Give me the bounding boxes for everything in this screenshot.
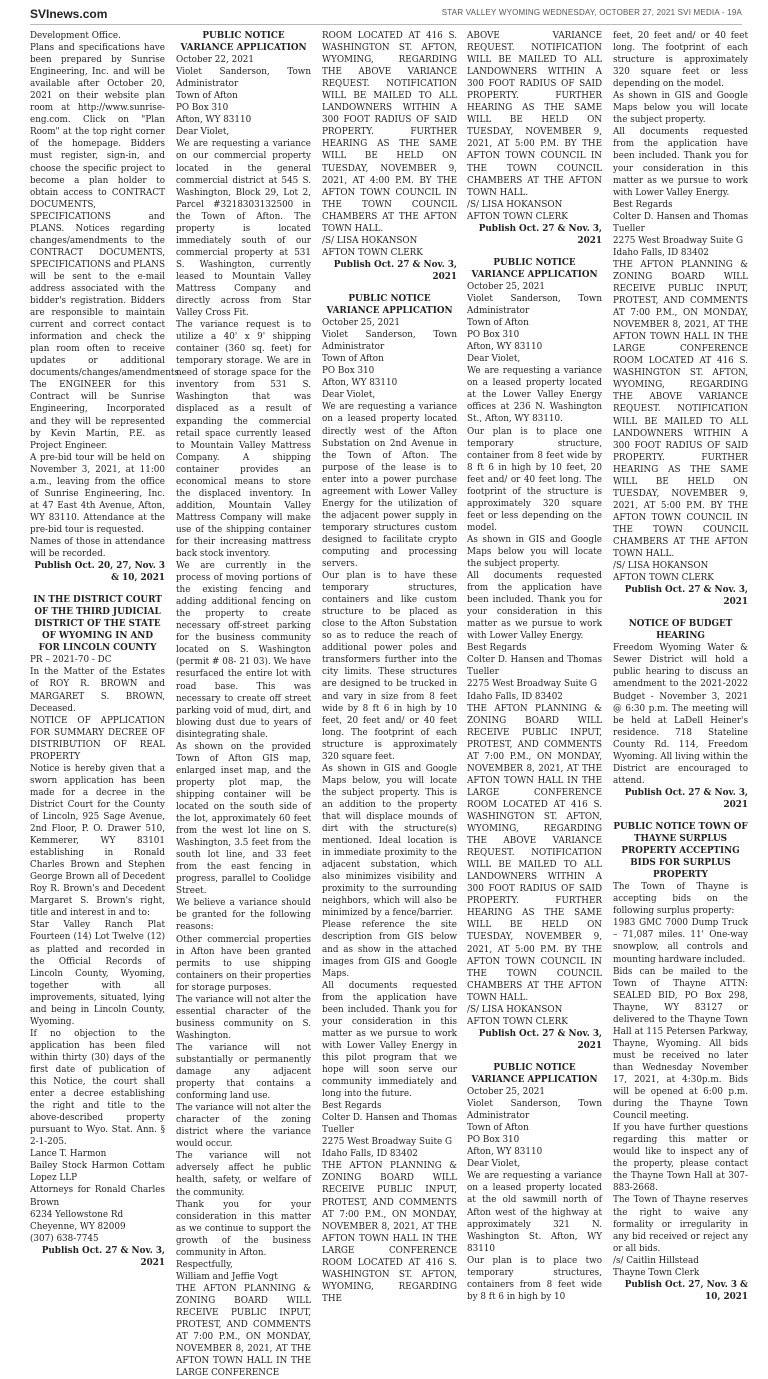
paragraph: PR – 2021-70 - DC [30,655,112,666]
paragraph: THE AFTON PLANNING & ZONING BOARD WILL RECEIVE PUBLIC INPUT, PROTEST, AND COMMENTS AT 7:00 P.M., ON MONDAY, NOVEMBER 8, 2021, AT THE AFTON TOWN HALL IN THE LARGE CONFERENCE [176,1283,311,1379]
paragraph: AFTON TOWN CLERK [613,573,714,584]
paragraph: All documents requested from the application have been included. Thank you for your consideration in this matter as we pursue to work with Lower Valley Energy. [467,571,602,642]
paragraph: AFTON TOWN CLERK [467,1016,568,1027]
paragraph: /s/ Caitlin Hillstead [613,1255,699,1266]
paragraph: Colter D. Hansen and Thomas Tueller [322,1113,457,1136]
paragraph: Bids can be mailed to the Town of Thayne ATTN: SEALED BID, PO Box 298, Thayne, WY 83127 or delivered to the Thayne Town Hall at 115 Petersen Parkway, Thayne, Wyoming. All bids must be received no later than Wednesday November 17, 2021, at 4:30p.m. Bids will be opened at 6:00 p.m. during the Thayne Town Council meeting. [613,966,748,1122]
paragraph: PO Box 310 [467,330,520,341]
paragraph: We are requesting a variance on our commercial property located in the general commercial district at 545 S. Washington, Block 29, Lot 2, Parcel #3218303132500 in the Town of Afton. The property is located immediately south of our commercial property at 531 S. Washington, currently leased to Mountain Valley Mattress Company and directly across from Star Valley Cross Fit. [176,139,311,319]
notice-heading: NOTICE OF BUDGET HEARING [628,619,733,642]
paragraph: 2275 West Broadway Suite G [613,235,744,246]
paragraph: Idaho Falls, ID 83402 [322,1149,418,1160]
paragraph: If no objection to the application has been filed within thirty (30) days of the first date of publication of this Notice, the court shall enter a decree establishing the right and title to the above-described property pursuant to Wyo. Stat. Ann. § 2-1-205. [30,1028,165,1148]
paragraph: Best Regards [613,199,673,210]
paragraph: Town of Afton [322,354,384,365]
paragraph: Dear Violet, [322,390,376,401]
column-1 [30,30,182,1268]
notice-heading: PUBLIC NOTICE VARIANCE APPLICATION [471,257,598,280]
paragraph: We are requesting a variance on a leased property located directly west of the Afton Substation on 2nd Avenue in the Town of Afton. The purpose of the lease is to enter into a power purchase agreement with Lower Valley Energy for the utilization of the adjacent power supply in temporary structures custom designed to facilitate crypto computing and processing servers. [322,402,457,570]
paragraph: Attorneys for Ronald Charles Brown [30,1185,165,1208]
paragraph: The variance will not substantially or permanently damage any adjacent property that contains a conforming land use. [176,1042,311,1102]
paragraph: We are currently in the process of moving portions of the existing fencing and adding additional fencing on the property to create necessary off-street parking for the business community located on S. Washington (permit # 08- 21 03). We have resurfaced the entire lot with road base. This was necessary to create off street parking void of mud, dirt, and blowing dust due to years of disintegrating shale. [176,561,311,740]
paragraph: All documents requested from the application have been included. Thank you for your consideration in this matter as we pursue to work with Lower Valley Energy. [613,127,748,198]
paragraph: October 25, 2021 [467,1087,545,1098]
paragraph: Idaho Falls, ID 83402 [467,691,563,702]
paragraph: If you have further questions regarding this matter or would like to inspect any of the property, please contact the Thayne Town Hall at 307-883-2668. [613,1123,748,1194]
paragraph: Violet Sanderson, Town Administrator [467,1099,602,1122]
paragraph: 1983 GMC 7000 Dump Truck – 71,087 miles. 11' One-way snowplow, all controls and mounting hardware included. [613,918,748,965]
section-gap [30,584,165,594]
paragraph: Our plan is to place one temporary structure, container from 8 feet wide by 8 ft 6 in high by 10 feet, 20 feet and/ or 40 feet long. The footprint of the structure is approximately 320 square feet or less depending on the model. [467,426,602,533]
paragraph: October 25, 2021 [467,281,545,292]
notice-heading: PUBLIC NOTICE TOWN OF THAYNE SURPLUS PROPERTY ACCEPTING BIDS FOR SURPLUS PROPERTY [613,822,748,881]
section-gap [467,247,602,257]
section-gap [613,608,748,618]
paragraph: Our plan is to have these temporary structures, containers and like custom structure to be placed as close to the Afton Substation so as to reduce the reach of additional power poles and transformers further into the city limits. These structures are designed to be trucked in and vary in size from 8 feet wide by 8 ft 6 in high by 10 feet, 20 feet and/ or 40 feet long. The footprint of each structure is approximately 320 square feet. [322,571,457,762]
paragraph: Dear Violet, [467,1159,521,1170]
column-5 [613,30,748,1302]
publish-line: Publish Oct. 27 & Nov. 3, 2021 [624,585,748,608]
paragraph: /S/ LISA HOKANSON [613,561,709,572]
paragraph: Town of Afton [467,318,529,329]
paragraph: As shown in GIS and Google Maps below you will locate the subject property. [613,91,748,126]
paragraph: Violet Sanderson, Town Administrator [176,67,311,90]
paragraph: Dear Violet, [467,354,521,365]
paragraph: Afton, WY 83110 [176,115,252,126]
paragraph: PO Box 310 [322,366,375,377]
paragraph: Thank you for your consideration in this matter as we continue to support the growth of the business community in Afton. [176,1199,311,1258]
paragraph: A pre-bid tour will be held on November 3, 2021, at 11:00 a.m., leaving from the office of Sunrise Engineering, Inc. at 47 East 4th Avenue, Afton, WY 83110. Attendance at the pre-bid tour is requested. [30,452,165,535]
paragraph: (307) 638-7745 [30,1233,99,1244]
notice-heading: PUBLIC NOTICE VARIANCE APPLICATION [180,31,307,54]
paragraph: Dear Violet, [176,127,230,138]
paragraph: ABOVE VARIANCE REQUEST. NOTIFICATION WILL BE MAILED TO ALL LANDOWNERS WITHIN A 300 FOOT RADIUS OF SAID PROPERTY. FURTHER HEARING AS THE SAME WILL BE HELD ON TUESDAY, NOVEMBER 9, 2021, AT 5:00 P.M. BY THE AFTON TOWN COUNCIL IN THE TOWN COUNCIL CHAMBERS AT THE AFTON TOWN HALL. [467,31,602,198]
paragraph: Respectfully, [176,1259,233,1270]
paragraph: 6234 Yellowstone Rd [30,1209,124,1220]
paragraph: Names of those in attendance will be recorded. [30,536,165,560]
paragraph: The Town of Thayne is accepting bids on the following surplus property: [613,882,748,917]
paragraph: Colter D. Hansen and Thomas Tueller [467,655,602,678]
paragraph: /S/ LISA HOKANSON [322,235,418,246]
paragraph: Colter D. Hansen and Thomas Tueller [613,211,748,234]
paragraph: Town of Afton [467,1123,529,1134]
column-3 [322,30,457,1304]
paragraph: October 25, 2021 [322,318,400,329]
running-head: STAR VALLEY WYOMING WEDNESDAY, OCTOBER 27, 2021 SVI MEDIA - 19A [441,8,742,17]
paragraph: /S/ LISA HOKANSON [467,199,563,210]
paragraph: Town of Afton [176,91,238,102]
page-header [30,6,742,25]
publish-line: Publish Oct. 27 & Nov. 3, 2021 [333,259,457,282]
publish-line: Publish Oct. 27 & Nov. 3, 2021 [478,223,602,246]
paragraph: Cheyenne, WY 82009 [30,1221,126,1232]
paragraph: In the Matter of the Estates of ROY R. BROWN and MARGARET S. BROWN, Deceased. [30,667,165,714]
publish-line: Publish Oct. 27 & Nov. 3, 2021 [41,1245,165,1268]
paragraph: Our plan is to place two temporary structures, containers from 8 feet wide by 8 ft 6 in high by 10 [467,1255,602,1302]
paragraph: PO Box 310 [467,1135,520,1146]
paragraph: As shown on the provided Town of Afton GIS map, enlarged inset map, and the property plot map, the shipping container will be located on the south side of the lot, approximately 60 feet from the west lot line on S. Washington, 3.5 feet from the south lot line, and 33 feet from the east fencing in progress, parallel to Coolidge Street. [176,741,311,897]
paragraph: Idaho Falls, ID 83402 [613,247,709,258]
paragraph: Lance T. Harmon [30,1149,107,1160]
paragraph: Plans and specifications have been prepared by Sunrise Engineering, Inc. and will be available after October 20, 2021 on their website plan room at http://www.sunrise-eng.com. Click on "Plan Room" at the top right corner of the homepage. Bidders must register, sign-in, and choose the specific project to become a plan holder to obtain access to CONTRACT DOCUMENTS, SPECIFICATIONS and PLANS. Notices regarding changes/amendments to the CONTRACT DOCUMENTS, SPECIFICATIONS and PLANS will be sent to the e-mail address associated with the bidder's registration. Bidders are responsible to maintain current and correct contact information and check the plan room often to receive updates or additional documents/changes/amendments. The ENGINEER for this Contract will be Sunrise Engineering, Incorporated and they will be represented by Kevin Martin, P.E. as Project Engineer. [30,43,182,451]
paragraph: Afton, WY 83110 [467,342,543,353]
notice-heading: IN THE DISTRICT COURT OF THE THIRD JUDICIAL DISTRICT OF THE STATE OF WYOMING IN AND FOR LINCOLN COUNTY [33,595,162,654]
paragraph: As shown in GIS and Google Maps below, you will locate the subject property. This is an addition to the property that will displace mounds of dirt with the structure(s) mentioned. Ideal location is in immediate proximity to the adjacent substation, which also minimizes visibility and proximity to the surrounding neighbors, which will also be minimized by a fence/barrier. [322,763,457,919]
paragraph: NOTICE OF APPLICATION FOR SUMMARY DECREE OF DISTRIBUTION OF REAL PROPERTY [30,715,165,762]
paragraph: /S/ LISA HOKANSON [467,1004,563,1015]
paragraph: THE AFTON PLANNING & ZONING BOARD WILL RECEIVE PUBLIC INPUT, PROTEST, AND COMMENTS AT 7:00 P.M., ON MONDAY, NOVEMBER 8, 2021, AT THE AFTON TOWN HALL IN THE LARGE CONFERENCE ROOM LOCATED AT 416 S. WASHINGTON ST. AFTON, WYOMING, REGARDING THE ABOVE VARIANCE REQUEST. NOTIFICATION WILL BE MAILED TO ALL LANDOWNERS WITHIN A 300 FOOT RADIUS OF SAID PROPERTY. FURTHER HEARING AS THE SAME WILL BE HELD ON TUESDAY, NOVEMBER 9, 2021, AT 5:00 P.M. BY THE AFTON TOWN COUNCIL IN THE TOWN COUNCIL CHAMBERS AT THE AFTON TOWN HALL. [467,703,602,1003]
paragraph: Development Office. [30,31,121,41]
paragraph: PO Box 310 [176,103,229,114]
paragraph: All documents requested from the application have been included. Thank you for your consideration in this matter as we pursue to work with Lower Valley Energy in this pilot program that we hope will soon serve our community immediately and long into the future. [322,980,457,1100]
paragraph: Afton, WY 83110 [467,1147,543,1158]
paragraph: Violet Sanderson, Town Administrator [322,330,457,353]
section-gap [613,811,748,821]
paragraph: October 22, 2021 [176,55,254,66]
paragraph: THE AFTON PLANNING & ZONING BOARD WILL RECEIVE PUBLIC INPUT, PROTEST, AND COMMENTS AT 7:00 P.M., ON MONDAY, NOVEMBER 8, 2021, AT THE AFTON TOWN HALL IN THE LARGE CONFERENCE ROOM LOCATED AT 416 S. WASHINGTON ST. AFTON, WYOMING, REGARDING THE ABOVE VARIANCE REQUEST. NOTIFICATION WILL BE MAILED TO ALL LANDOWNERS WITHIN A 300 FOOT RADIUS OF SAID PROPERTY. FURTHER HEARING AS THE SAME WILL BE HELD ON TUESDAY, NOVEMBER 9, 2021, AT 5:00 P.M. BY THE AFTON TOWN COUNCIL IN THE TOWN COUNCIL CHAMBERS AT THE AFTON TOWN HALL. [613,259,748,560]
paragraph: Bailey Stock Harmon Cottam Lopez LLP [30,1161,165,1184]
paragraph: Best Regards [322,1101,382,1112]
paragraph: ROOM LOCATED AT 416 S. WASHINGTON ST. AFTON, WYOMING, REGARDING THE ABOVE VARIANCE REQUEST. NOTIFICATION WILL BE MAILED TO ALL LANDOWNERS WITHIN A 300 FOOT RADIUS OF SAID PROPERTY. FURTHER HEARING AS THE SAME WILL BE HELD ON TUESDAY, NOVEMBER 9, 2021, AT 4:00 P.M. BY THE AFTON TOWN COUNCIL IN THE TOWN COUNCIL CHAMBERS AT THE AFTON TOWN HALL. [322,31,457,234]
paragraph: The variance will not adversely affect he public health, safety, or welfare of the community. [176,1151,311,1198]
paragraph: The Town of Thayne reserves the right to waive any formality or irregularity in any bid received or reject any or all bids. [613,1195,748,1254]
paragraph: Star Valley Ranch Plat Fourteen (14) Lot Twelve (12) as platted and recorded in the Official Records of Lincoln County, Wyoming, together with all improvements, situated, lying and being in Lincoln County, Wyoming. [30,920,165,1027]
paragraph: The variance will not alter the essential character of the business community on S. Washington. [176,994,311,1041]
paragraph: Other commercial properties in Afton have been granted permits to use shipping containers on their properties for storage purposes. [176,934,311,993]
section-gap [322,283,457,293]
paragraph: We are requesting a variance on a leased property located at the Lower Valley Energy offices at 236 N. Washington St., Afton, WY 83110. [467,366,602,425]
paragraph: Please reference the site description from GIS below and as show in the attached images from GIS and Google Maps. [322,920,457,979]
paragraph: The variance will not alter the character of the zoning district where the variance would occur. [176,1103,311,1150]
paragraph: AFTON TOWN CLERK [467,211,568,222]
paragraph: Afton, WY 83110 [322,378,398,389]
publish-line: Publish Oct. 27 & Nov. 3, 2021 [624,787,748,810]
paragraph: Violet Sanderson, Town Administrator [467,293,602,317]
notice-heading: PUBLIC NOTICE VARIANCE APPLICATION [471,1062,598,1085]
paragraph: 2275 West Broadway Suite G [467,679,598,690]
publish-line: Publish Oct. 20, 27, Nov. 3 & 10, 2021 [34,561,165,584]
publish-line: Publish Oct. 27 & Nov. 3, 2021 [478,1028,602,1051]
paragraph: The variance request is to utilize a 40' x 9' shipping container (360 sq. feet) for temporary storage. We are in need of storage space for the inventory from 531 S. Washington that was displaced as a result of expanding the commercial retail space currently leased to Mountain Valley Mattress Company. A shipping container provides an economical means to store the displaced inventory. In addition, Mountain Valley Mattress Company will make use of the shipping container for their increasing mattress back stock inventory. [176,320,311,560]
paragraph: Freedom Wyoming Water & Sewer District will hold a public hearing to discuss an amendment to the 2021-2022 Budget - November 3, 2021 @ 6:30 p.m. The meeting will be held at LaDell Heiner's residence. 718 Stateline County Rd. 114, Freedom Wyoming. All living within the District are encouraged to attend. [613,643,748,786]
notice-heading: PUBLIC NOTICE VARIANCE APPLICATION [326,293,453,317]
site-name[interactable]: SVInews.com [30,7,108,21]
paragraph: As shown in GIS and Google Maps below you will locate the subject property. [467,534,602,570]
paragraph: William and Jeffie Vogt [176,1271,278,1282]
publish-line: Publish Oct. 27, Nov. 3 & 10, 2021 [624,1279,748,1302]
column-4 [467,30,602,1302]
paragraph: feet, 20 feet and/ or 40 feet long. The footprint of each structure is approximately 320 square feet or less depending on the model. [613,31,748,90]
paragraph: Best Regards [467,643,527,654]
section-gap [467,1052,602,1062]
paragraph: We are requesting a variance on a leased property located at the old sawmill north of Afton west of the highway at approximately 321 N. Washington St. Afton, WY 83110 [467,1171,602,1254]
paragraph: We believe a variance should be granted for the following reasons: [176,898,311,933]
column-2 [176,30,311,1379]
paragraph: AFTON TOWN CLERK [322,247,423,258]
paragraph: THE AFTON PLANNING & ZONING BOARD WILL RECEIVE PUBLIC INPUT, PROTEST, AND COMMENTS AT 7:00 P.M., ON MONDAY, NOVEMBER 8, 2021, AT THE AFTON TOWN HALL IN THE LARGE CONFERENCE ROOM LOCATED AT 416 S. WASHINGTON ST. AFTON, WYOMING, REGARDING THE [322,1161,457,1304]
paragraph: Notice is hereby given that a sworn application has been made for a decree in the District Court for the County of Lincoln, 925 Sage Avenue, 2nd Floor, P. O. Drawer 510, Kemmerer, WY 83101 establishing in Ronald Charles Brown and Stephen George Brown all of Decedent Roy R. Brown's and Decedent Margaret S. Brown's right, title and interest in and to: [30,763,165,919]
paragraph: 2275 West Broadway Suite G [322,1137,453,1148]
paragraph: Thayne Town Clerk [613,1267,700,1278]
